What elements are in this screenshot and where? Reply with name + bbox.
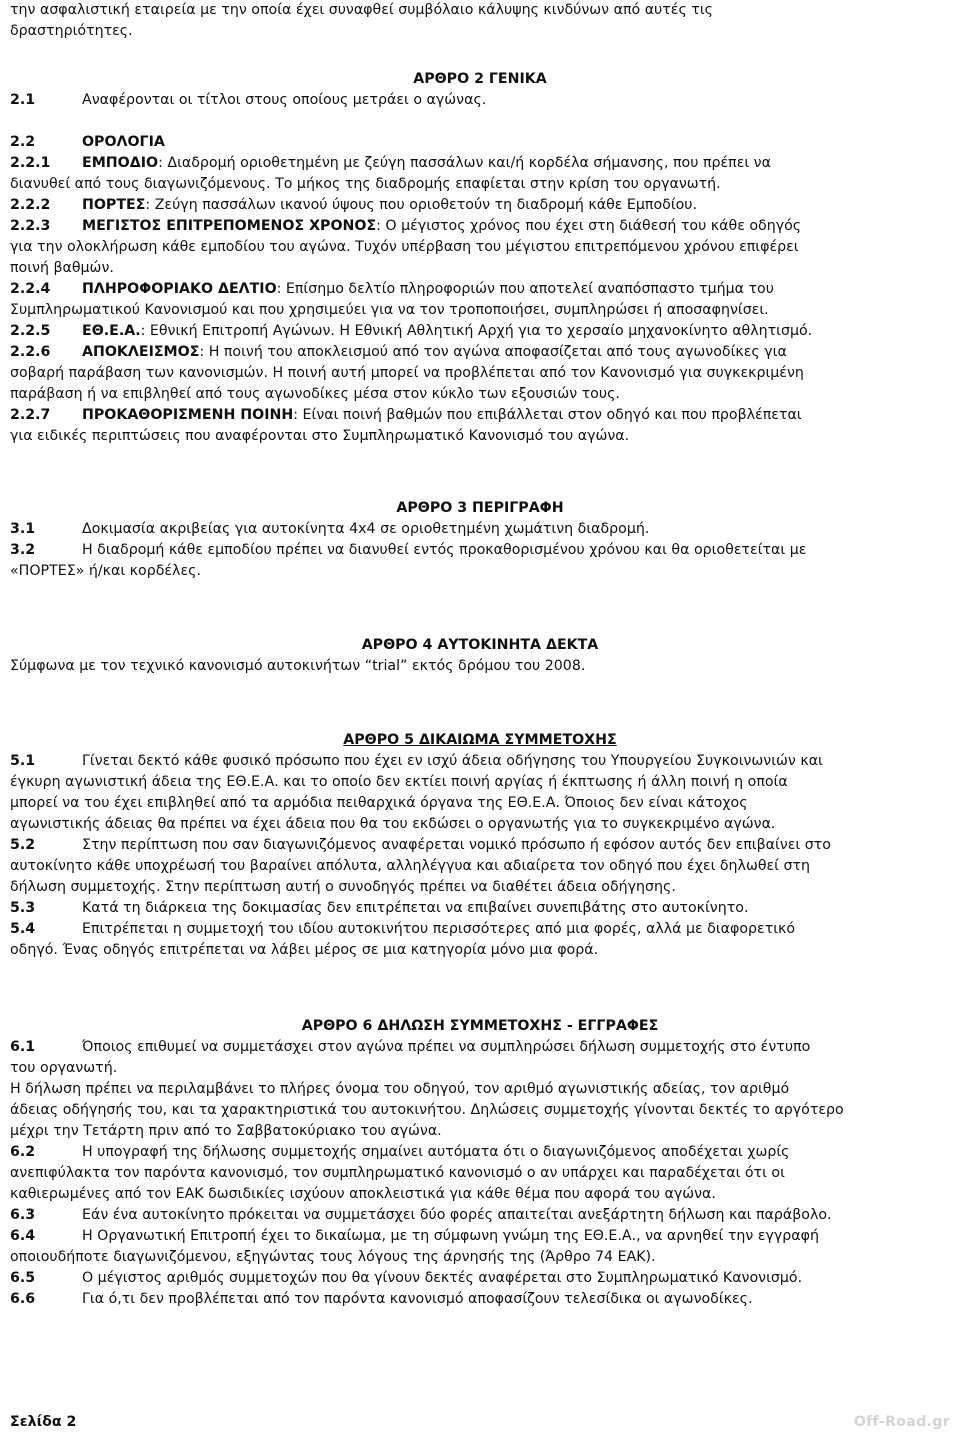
section-number: 5.4 — [10, 921, 36, 937]
section-text: οδηγό. Ένας οδηγός επιτρέπεται να λάβει μέρος σε μια κατηγορία μόνο μια φορά. — [10, 942, 599, 958]
section-text: Όποιος επιθυμεί να συμμετάσχει στον αγώνα πρέπει να συμπληρώσει δήλωση συμμετοχής στο έντυπο — [82, 1039, 811, 1055]
definition-text: : Διαδρομή οριοθετημένη με ζεύγη πασσάλων και/ή κορδέλα σήμανσης, που πρέπει να — [158, 155, 771, 171]
definition-text: σοβαρή παράβαση των κανονισμών. Η ποινή αυτή μπορεί να προβλέπεται από τον Κανονισμό για συγκεκριμένη — [10, 365, 804, 381]
section-text: Ο μέγιστος αριθμός συμμετοχών που θα γίνουν δεκτές αναφέρεται στο Συμπληρωματικό Κανονισμό. — [82, 1270, 803, 1286]
section-number: 5.1 — [10, 753, 36, 769]
term: ΑΠΟΚΛΕΙΣΜΟΣ — [82, 344, 200, 360]
section-text: δήλωση συμμετοχής. Στην περίπτωση αυτή ο συνοδηγός πρέπει να διαθέτει άδεια οδήγησης. — [10, 879, 676, 895]
section-text: Δοκιμασία ακριβείας για αυτοκίνητα 4x4 σε οριοθετημένη χωμάτινη διαδρομή. — [82, 521, 650, 537]
section-text: Η υπογραφή της δήλωσης συμμετοχής σημαίνει αυτόματα ότι ο διαγωνιζόμενος αποδέχεται χωρίς — [82, 1144, 790, 1160]
section-text: αυτοκίνητο κάθε υποχρέωσή του βαραίνει απόλυτα, αλληλέγγυα και αδιαίρετα τον οδηγό που έχει δηλωθεί στη — [10, 858, 811, 874]
section-number: 6.6 — [10, 1291, 36, 1307]
section-text: αγωνιστικής άδειας θα πρέπει να έχει άδεια που θα του εκδώσει ο οργανωτής για το συγκεκριμένο αγώνα. — [10, 816, 776, 832]
section-text: Εάν ένα αυτοκίνητο πρόκειται να συμμετάσχει δύο φορές απαιτείται ανεξάρτητη δήλωση και παράβολο. — [82, 1207, 832, 1223]
document-page — [10, 0, 950, 1310]
section-number: 2.2.1 — [10, 155, 51, 171]
section-heading: ΟΡΟΛΟΓΙΑ — [82, 134, 165, 150]
term: ΠΡΟΚΑΘΟΡΙΣΜΕΝΗ ΠΟΙΝΗ — [82, 407, 294, 423]
article-4-title: ΑΡΘΡΟ 4 ΑΥΤΟΚΙΝΗΤΑ ΔΕΚΤΑ — [361, 637, 599, 653]
section-number: 5.3 — [10, 900, 36, 916]
intro-line: δραστηριότητες. — [10, 23, 133, 39]
definition-text: Συμπληρωματικού Κανονισμού και που χρησιμεύει για να τον τροποποιήσει, συμπληρώσει ή αποσαφηνίσει. — [10, 302, 769, 318]
section-number: 5.2 — [10, 837, 36, 853]
section-number: 6.3 — [10, 1207, 36, 1223]
section-number: 2.2.3 — [10, 218, 51, 234]
article-2-title: ΑΡΘΡΟ 2 ΓΕΝΙΚΑ — [413, 71, 547, 87]
section-text: Η διαδρομή κάθε εμποδίου πρέπει να διανυθεί εντός προκαθορισμένου χρόνου και θα οριοθετείται με — [82, 542, 807, 558]
section-text: ανεπιφύλακτα τον παρόντα κανονισμό, τον συμπληρωματικό κανονισμό ο αν υπάρχει και παραδέχεται ότι οι — [10, 1165, 785, 1181]
definition-text: διανυθεί από τους διαγωνιζόμενους. Το μήκος της διαδρομής επαφίεται στην κρίση του οργανωτή. — [10, 176, 721, 192]
section-number: 6.5 — [10, 1270, 36, 1286]
section-number: 3.1 — [10, 521, 36, 537]
page-number: Σελίδα 2 — [10, 1414, 77, 1430]
definition-text: για ειδικές περιπτώσεις που αναφέρονται στο Συμπληρωματικό Κανονισμό του αγώνα. — [10, 428, 630, 444]
section-number: 6.4 — [10, 1228, 36, 1244]
section-text: Η δήλωση πρέπει να περιλαμβάνει το πλήρες όνομα του οδηγού, τον αριθμό αγωνιστικής αδείας, τον αριθμό — [10, 1081, 790, 1097]
term: ΕΘ.Ε.Α. — [82, 323, 141, 339]
definition-text: για την ολοκλήρωση κάθε εμποδίου του αγώνα. Τυχόν υπέρβαση του μέγιστου επιτρεπόμενου χρόνου επιφέρει — [10, 239, 799, 255]
section-text: Σύμφωνα με τον τεχνικό κανονισμό αυτοκινήτων “trial” εκτός δρόμου του 2008. — [10, 658, 586, 674]
section-number: 2.2 — [10, 134, 36, 150]
section-text: Αναφέρονται οι τίτλοι στους οποίους μετράει ο αγώνας. — [82, 92, 487, 108]
article-5-title-text: ΑΡΘΡΟ 5 ΔΙΚΑΙΩΜΑ ΣΥΜΜΕΤΟΧΗΣ — [343, 732, 617, 748]
term: ΠΛΗΡΟΦΟΡΙΑΚΟ ΔΕΛΤΙΟ — [82, 281, 277, 297]
definition-text: : Ζεύγη πασσάλων ικανού ύψους που οριοθετούν τη διαδρομή κάθε Εμποδίου. — [145, 197, 698, 213]
term: ΕΜΠΟΔΙΟ — [82, 155, 159, 171]
intro-line: την ασφαλιστική εταιρεία με την οποία έχει συναφθεί συμβόλαιο κάλυψης κινδύνων από αυτές τις — [10, 2, 713, 18]
section-number: 2.2.6 — [10, 344, 51, 360]
article-3-title: ΑΡΘΡΟ 3 ΠΕΡΙΓΡΑΦΗ — [396, 500, 564, 516]
definition-text: : Η ποινή του αποκλεισμού από τον αγώνα αποφασίζεται από τους αγωνοδίκες για — [199, 344, 787, 360]
definition-text: : Είναι ποινή βαθμών που επιβάλλεται στον οδηγό και που προβλέπεται — [293, 407, 802, 423]
definition-text: ποινή βαθμών. — [10, 260, 114, 276]
definition-text: : Ο μέγιστος χρόνος που έχει στη διάθεσή του κάθε οδηγός — [376, 218, 802, 234]
section-number: 3.2 — [10, 542, 36, 558]
section-text: καθιερωμένες από τον ΕΑΚ δωσιδικίες ισχύουν αποκλειστικά για κάθε θέμα που αφορά του αγώνα. — [10, 1186, 716, 1202]
section-text: Γίνεται δεκτό κάθε φυσικό πρόσωπο που έχει εν ισχύ άδεια οδήγησης του Υπουργείου Συγκοινωνιών και — [82, 753, 823, 769]
section-text: άδειας οδήγησής του, και τα χαρακτηριστικά του αυτοκινήτου. Δηλώσεις συμμετοχής γίνονται δεκτές το αργότερο — [10, 1102, 844, 1118]
section-text: έγκυρη αγωνιστική άδεια της ΕΘ.Ε.Α. και το οποίο δεν εκτίει ποινή αργίας ή έκπτωσης ή άλλη ποινή η οποία — [10, 774, 788, 790]
section-text: μπορεί να του έχει επιβληθεί από τα αρμόδια πειθαρχικά όργανα της ΕΘ.Ε.Α. Όποιος δεν είναι κάτοχος — [10, 795, 748, 811]
section-text: Στην περίπτωση που σαν διαγωνιζόμενος αναφέρεται νομικό πρόσωπο ή εφόσον αυτός δεν επιβαίνει στο — [82, 837, 831, 853]
section-number: 2.2.7 — [10, 407, 51, 423]
page-footer — [10, 1412, 950, 1434]
article-6-title: ΑΡΘΡΟ 6 ΔΗΛΩΣΗ ΣΥΜΜΕΤΟΧΗΣ - ΕΓΓΡΑΦΕΣ — [301, 1018, 659, 1034]
section-number: 2.2.5 — [10, 323, 51, 339]
section-text: οποιουδήποτε διαγωνιζόμενου, εξηγώντας τους λόγους της άρνησής της (Άρθρο 74 ΕΑΚ). — [10, 1249, 656, 1265]
article-5-title — [10, 730, 950, 751]
section-number: 6.2 — [10, 1144, 36, 1160]
section-text: μέχρι την Τετάρτη πριν από το Σαββατοκύριακο του αγώνα. — [10, 1123, 442, 1139]
section-text: «ΠΟΡΤΕΣ» ή/και κορδέλες. — [10, 563, 201, 579]
section-text: Για ό,τι δεν προβλέπεται από τον παρόντα κανονισμό αποφασίζουν τελεσίδικα οι αγωνοδίκες. — [82, 1291, 753, 1307]
definition-text: : Εθνική Επιτροπή Αγώνων. Η Εθνική Αθλητική Αρχή για το χερσαίο μηχανοκίνητο αθλητισμό. — [140, 323, 813, 339]
definition-text: παράβαση ή να επιβληθεί από τους αγωνοδίκες μέσα στον κύκλο των εξουσιών τους. — [10, 386, 620, 402]
section-number: 6.1 — [10, 1039, 36, 1055]
site-watermark: Off-Road.gr — [853, 1414, 950, 1430]
section-text: του οργανωτή. — [10, 1060, 118, 1076]
section-text: Κατά τη διάρκεια της δοκιμασίας δεν επιτρέπεται να επιβαίνει συνεπιβάτης στο αυτοκίνητο. — [82, 900, 749, 916]
section-number: 2.1 — [10, 92, 36, 108]
term: ΜΕΓΙΣΤΟΣ ΕΠΙΤΡΕΠΟΜΕΝΟΣ ΧΡΟΝΟΣ — [82, 218, 377, 234]
section-number: 2.2.4 — [10, 281, 51, 297]
section-number: 2.2.2 — [10, 197, 51, 213]
section-text: Επιτρέπεται η συμμετοχή του ιδίου αυτοκινήτου περισσότερες από μια φορές, αλλά με διαφορετικό — [82, 921, 796, 937]
definition-text: : Επίσημο δελτίο πληροφοριών που αποτελεί αναπόσπαστο τμήμα του — [276, 281, 774, 297]
section-text: Η Οργανωτική Επιτροπή έχει το δικαίωμα, με τη σύμφωνη γνώμη της ΕΘ.Ε.Α., να αρνηθεί την εγγραφή — [82, 1228, 819, 1244]
term: ΠΟΡΤΕΣ — [82, 197, 146, 213]
